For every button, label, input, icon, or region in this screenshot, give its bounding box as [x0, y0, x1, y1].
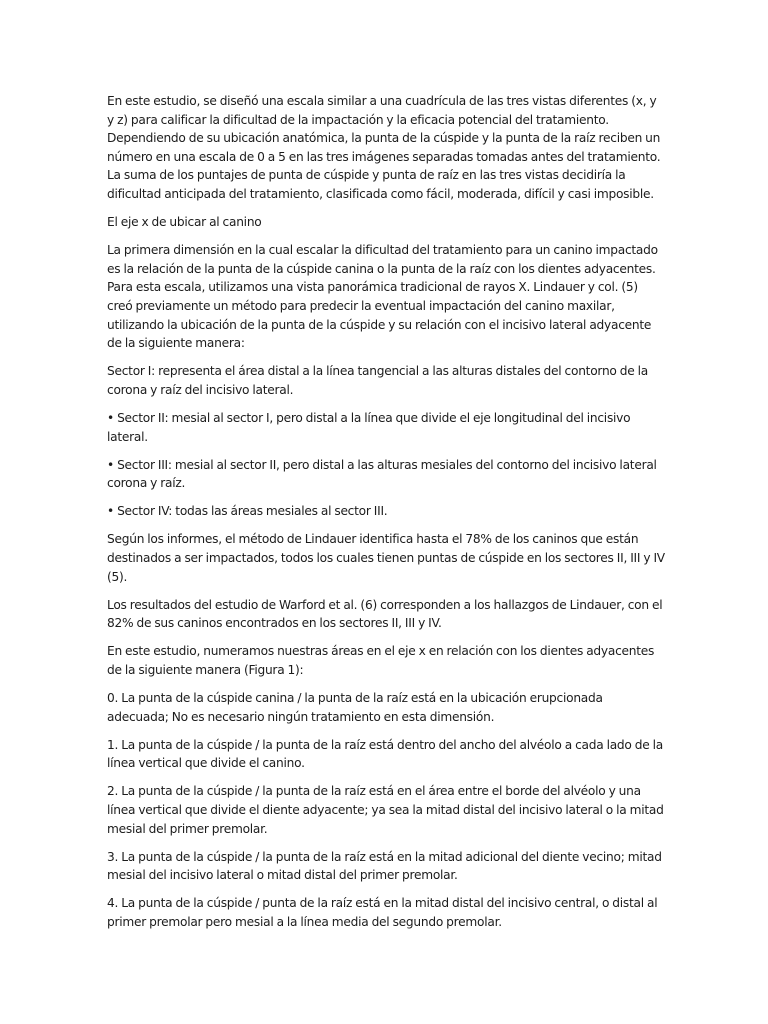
list-item-sector-3: • Sector III: mesial al sector II, pero distal a las alturas mesiales del contorno del incisivo lateral corona y raíz. — [107, 457, 657, 491]
list-item-score-1: 1. La punta de la cúspide / la punta de la raíz está dentro del ancho del alvéolo a cada lado de la línea vertical que divide el canino. — [107, 737, 663, 771]
list-item-score-2: 2. La punta de la cúspide / la punta de la raíz está en el área entre el borde del alvéolo y una línea vertical que divide el diente adyacente; ya sea la mitad distal del incisivo lateral o la mitad mesial del primer premolar. — [107, 784, 664, 836]
paragraph-lindauer-results: Según los informes, el método de Lindauer identifica hasta el 78% de los caninos que están destinados a ser impactados, todos los cuales tienen puntas de cúspide en los sectores II, III y IV (5). — [107, 532, 665, 584]
list-item-sector-2: • Sector II: mesial al sector I, pero distal a la línea que divide el eje longitudinal del incisivo lateral. — [107, 410, 631, 444]
section-heading-x-axis: El eje x de ubicar al canino — [107, 215, 262, 230]
list-item-sector-1: Sector I: representa el área distal a la línea tangencial a las alturas distales del contorno de la corona y raíz del incisivo lateral. — [107, 364, 648, 397]
paragraph-warford-results: Los resultados del estudio de Warford et al. (6) corresponden a los hallazgos de Lindauer, con el 82% de sus caninos encontrados en los sectores II, III y IV. — [107, 597, 663, 631]
paragraph-study-design: En este estudio, se diseñó una escala similar a una cuadrícula de las tres vistas diferentes (x, y y z) para calificar la dificultad de la impactación y la eficacia potencial del tratamiento. Dependiendo de su ubicación anatómica, la punta de la cúspide y la punta de la raíz reciben un número en una escala de 0 a 5 en las tres imágenes separadas tomadas antes del tratamiento. La suma de los puntajes de punta de cúspide y punta de raíz en las tres vistas decidiría la dificultad anticipada del tratamiento, clasificada como fácil, moderada, difícil y casi imposible. — [107, 94, 661, 201]
list-item-score-3: 3. La punta de la cúspide / la punta de la raíz está en la mitad adicional del diente vecino; mitad mesial del incisivo lateral o mitad distal del primer premolar. — [107, 849, 662, 883]
list-item-score-4: 4. La punta de la cúspide / punta de la raíz está en la mitad distal del incisivo central, o distal al primer premolar pero mesial a la línea media del segundo premolar. — [107, 896, 658, 929]
paragraph-numbering-intro: En este estudio, numeramos nuestras áreas en el eje x en relación con los dientes adyacentes de la siguiente manera (Figura 1): — [107, 644, 655, 677]
document-page — [107, 92, 665, 941]
paragraph-first-dimension: La primera dimensión en la cual escalar la dificultad del tratamiento para un canino impactado es la relación de la punta de la cúspide canina o la punta de la raíz con los dientes adyacentes. Para esta escala, utilizamos una vista panorámica tradicional de rayos X. Lindauer y col. (5) creó previamente un método para predecir la eventual impactación del canino maxilar, utilizando la ubicación de la punta de la cúspide y su relación con el incisivo lateral adyacente de la siguiente manera: — [107, 243, 658, 351]
list-item-score-0: 0. La punta de la cúspide canina / la punta de la raíz está en la ubicación erupcionada adecuada; No es necesario ningún tratamiento en esta dimensión. — [107, 691, 603, 724]
list-item-sector-4: • Sector IV: todas las áreas mesiales al sector III. — [107, 504, 388, 519]
